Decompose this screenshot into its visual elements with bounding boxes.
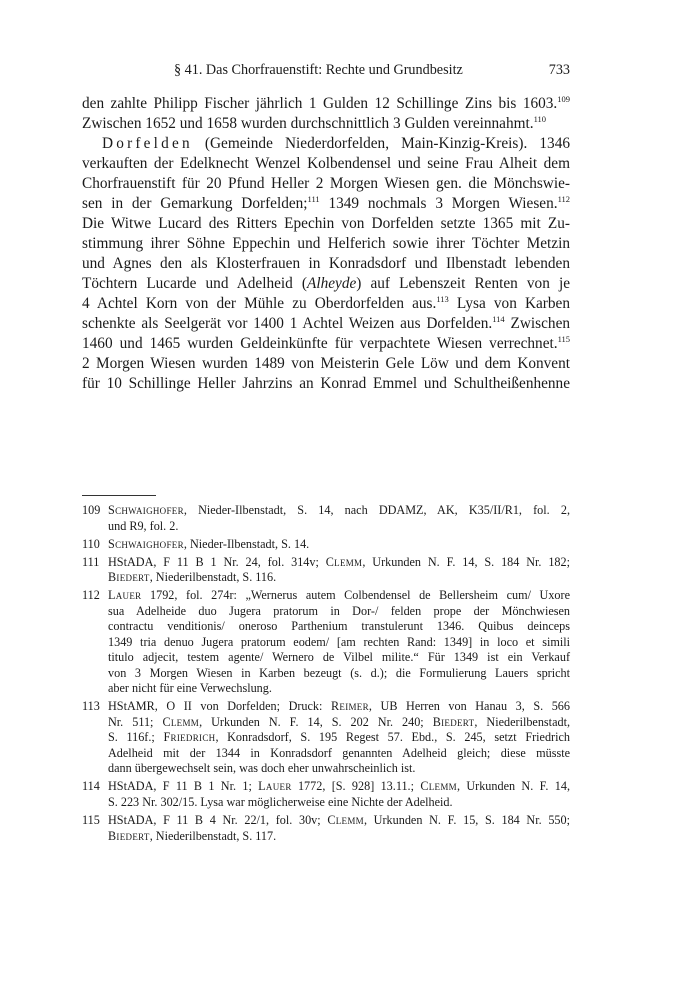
footnote-line — [108, 813, 570, 829]
italic-name: Alheyde — [307, 275, 357, 292]
author-name: Schwaighofer — [108, 536, 184, 551]
author-name: Friedrich — [163, 730, 216, 745]
footnote-line: von 3 Morgen Wiesen in Karben bezeugt (s. d.); die Formulierung Lauers spricht — [108, 665, 570, 680]
footnote-line — [108, 588, 570, 604]
text-run: , Niederilbenstadt, — [474, 714, 571, 729]
author-name: Clemm — [162, 714, 200, 729]
text-run: S. 116f.; — [108, 730, 164, 745]
body-text — [82, 94, 570, 394]
place-name-heading: Dorfelden — [102, 135, 193, 152]
footnote-number: 114 — [82, 779, 100, 794]
footnote-113 — [82, 699, 570, 777]
footnote-ref[interactable]: 114 — [492, 314, 505, 324]
text-run: , Nieder-Ilbenstadt, S. 14. — [183, 536, 310, 551]
footnote-line — [108, 537, 570, 553]
section-heading-line — [82, 134, 570, 154]
author-name: Biedert — [108, 828, 150, 843]
text-run: , Niederilbenstadt, S. 116. — [149, 570, 277, 585]
footnote-number: 115 — [82, 813, 100, 828]
text-run: (Gemeinde Niederdorfelden, Main-Kinzig-Kreis). 1346 — [192, 135, 570, 152]
running-head — [82, 62, 570, 82]
text-run: Lysa von Karben — [448, 295, 570, 312]
body-line — [82, 94, 570, 114]
footnote-line: contractu venditionis/ oneroso Parthenium transtulerunt 1346. Quibus deinceps — [108, 619, 570, 634]
footnote-line — [108, 570, 570, 586]
footnote-line: 1349 tria denuo Jugera pratorum eodem/ [am rechten Rand: 1349] in loco et simili — [108, 634, 570, 649]
footnote-114 — [82, 779, 570, 810]
footnote-line: aber nicht für eine Verwechslung. — [108, 681, 272, 696]
footnote-line — [108, 555, 570, 571]
text-run: , Urkunden N. F. 14, — [456, 779, 570, 794]
body-line — [82, 114, 570, 134]
author-name: Schwaighofer — [108, 503, 184, 517]
author-name: Lauer — [258, 779, 292, 794]
footnote-110 — [82, 537, 570, 553]
footnote-ref[interactable]: 111 — [307, 194, 320, 204]
text-run: , Nieder-Ilbenstadt, S. 14, nach DDAMZ, AK, K35/II/R1, fol. 2, — [183, 503, 570, 517]
footnote-number: 111 — [82, 554, 100, 569]
text-run: 4 Achtel Korn von der Mühle zu Oberdorfelden aus. — [82, 295, 437, 312]
footnote-112 — [82, 588, 570, 697]
text-run: HStAMR, O II von Dorfelden; Druck: — [108, 699, 331, 714]
text-run: HStADA, F 11 B 1 Nr. 24, fol. 314v; — [108, 554, 326, 569]
text-run: 1460 und 1465 wurden Geldeinkünfte für verpachtete Wiesen verrechnet. — [82, 335, 558, 352]
text-run: , UB Herren von Hanau 3, S. 566 — [368, 699, 570, 714]
body-line — [82, 314, 570, 334]
text-run: Zwischen 1652 und 1658 wurden durchschnittlich 3 Gulden vereinnahmt. — [82, 115, 534, 132]
footnote-line — [108, 829, 570, 845]
text-run: Zwischen — [504, 315, 571, 332]
text-run: ) auf Lebenszeit Renten von je — [356, 275, 570, 292]
body-line: stimmung ihrer Söhne Eppechin und Helferich sowie ihrer Töchter Metzin — [82, 235, 570, 252]
running-head-title: § 41. Das Chorfrauenstift: Rechte und Grundbesitz — [174, 62, 463, 78]
footnote-number: 113 — [82, 699, 100, 714]
text-run: 1792, fol. 274r: „Wernerus autem Colbendensel de Bellersheim cum/ Uxore — [141, 588, 570, 603]
footnote-line — [108, 715, 570, 731]
footnote-line — [108, 730, 570, 746]
footnote-ref[interactable]: 109 — [557, 94, 570, 104]
text-run: , Niederilbenstadt, S. 117. — [149, 828, 277, 843]
author-name: Clemm — [325, 554, 363, 569]
body-line: 2 Morgen Wiesen wurden 1489 von Meisterin Gele Löw und dem Konvent — [82, 355, 570, 372]
text-run: sen in der Gemarkung Dorfelden; — [82, 195, 308, 212]
text-run: 1349 nochmals 3 Morgen Wiesen. — [319, 195, 558, 212]
footnote-line — [108, 779, 570, 795]
text-run: HStADA, F 11 B 4 Nr. 22/1, fol. 30v; — [108, 813, 328, 828]
text-run: Töchtern Lucarde und Adelheid ( — [82, 275, 308, 292]
footnote-111 — [82, 555, 570, 586]
footnote-line: dann übergewechselt sein, was doch eher unwahrscheinlich ist. — [108, 761, 416, 776]
body-line: und Agnes den als Klosterfrauen in Konradsdorf und Ilbenstadt lebenden — [82, 255, 570, 272]
body-line — [82, 334, 570, 354]
footnote-separator — [82, 495, 156, 496]
footnote-ref[interactable]: 113 — [436, 294, 449, 304]
footnote-line: Adelheid mit der 1344 in Konradsdorf genannten Adelheid gleich; diese müsste — [108, 745, 570, 760]
text-run: , Konradsdorf, S. 195 Regest 57. Ebd., S. 245, setzt Friedrich — [215, 730, 570, 745]
body-line — [82, 274, 570, 294]
author-name: Lauer — [108, 588, 142, 603]
body-line — [82, 194, 570, 214]
footnote-number: 109 — [82, 503, 101, 517]
footnote-line — [108, 699, 570, 715]
body-line: Die Witwe Lucard des Ritters Epechin von Dorfelden setzte 1365 mit Zu- — [82, 215, 570, 232]
author-name: Biedert — [108, 570, 150, 585]
text-run: Nr. 511; — [108, 714, 163, 729]
text-run: , Urkunden N. F. 14, S. 184 Nr. 182; — [362, 554, 570, 569]
body-line — [82, 294, 570, 314]
footnote-number: 110 — [82, 536, 100, 551]
text-run: 1772, [S. 928] 13.11.; — [291, 779, 421, 794]
footnote-ref[interactable]: 110 — [533, 114, 547, 124]
page-number: 733 — [548, 62, 570, 78]
footnote-line: sua Adelheide duo Jugera pratorum in Dor-/ felden prope der Mönchwiesen — [108, 603, 570, 618]
body-line: verkauften der Edelknecht Wenzel Kolbendensel und seine Frau Alheit dem — [82, 155, 570, 172]
footnotes — [82, 503, 570, 844]
author-name: Biedert — [432, 714, 475, 729]
footnote-line: S. 223 Nr. 302/15. Lysa war möglicherweise eine Nichte der Adelheid. — [108, 794, 453, 809]
author-name: Clemm — [420, 779, 457, 794]
text-run: den zahlte Philipp Fischer jährlich 1 Gulden 12 Schillinge Zins bis 1603. — [82, 95, 558, 112]
footnote-number: 112 — [82, 588, 100, 603]
author-name: Reimer — [330, 699, 369, 714]
footnote-ref[interactable]: 115 — [557, 334, 570, 344]
body-line: Chorfrauenstift für 20 Pfund Heller 2 Morgen Wiesen gen. die Mönchswie- — [82, 175, 570, 192]
text-run: schenkte als Seelgerät vor 1400 1 Achtel Weizen aus Dorfelden. — [82, 315, 493, 332]
body-line: für 10 Schillinge Heller Jahrzins an Konrad Emmel und Schultheißenhenne — [82, 375, 570, 392]
text-run: , Urkunden N. F. 14, S. 202 Nr. 240; — [199, 714, 433, 729]
text-run: HStADA, F 11 B 1 Nr. 1; — [108, 779, 259, 794]
footnote-line: titulo adjecit, testem agente/ Wernero de Vilbel milite.“ Für 1349 ist ein Verkauf — [108, 650, 570, 665]
footnote-115 — [82, 813, 570, 844]
text-run: , Urkunden N. F. 15, S. 184 Nr. 550; — [363, 813, 570, 828]
footnote-109 — [82, 503, 570, 534]
footnote-line: und R9, fol. 2. — [108, 518, 179, 533]
footnote-ref[interactable]: 112 — [557, 194, 570, 204]
author-name: Clemm — [327, 813, 364, 828]
footnote-line — [108, 503, 570, 519]
